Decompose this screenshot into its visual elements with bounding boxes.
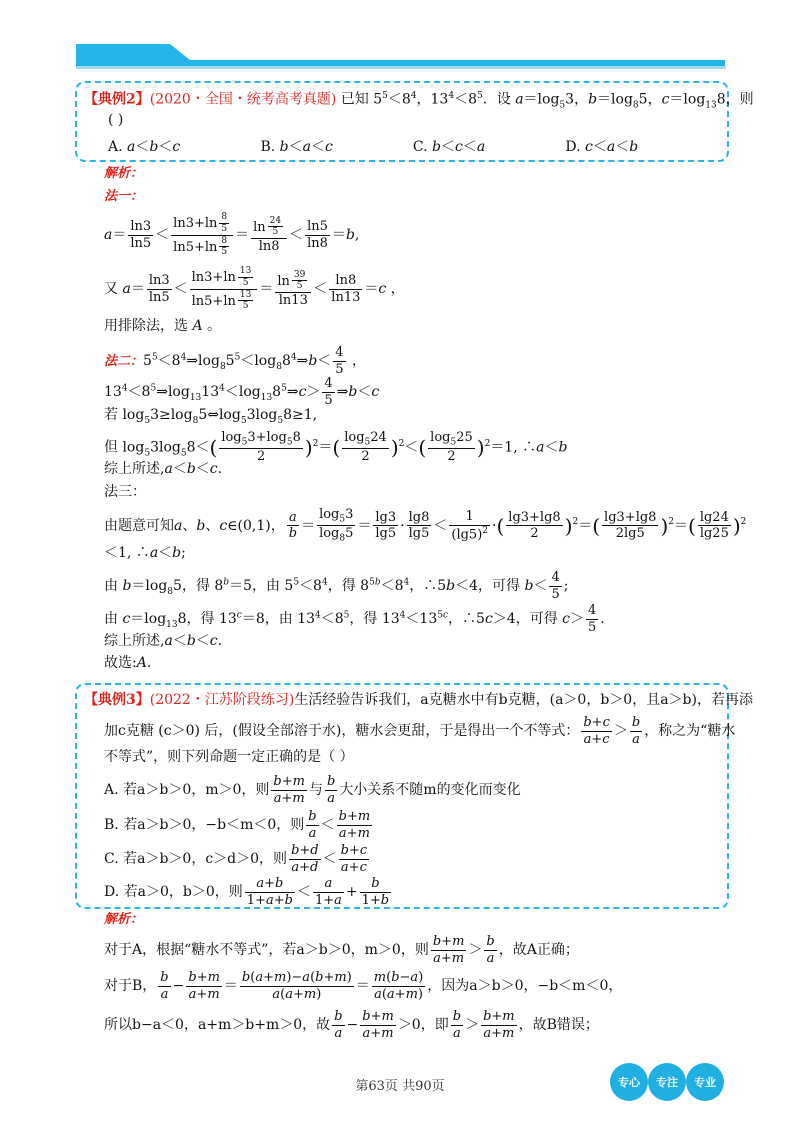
method2-line1: 法二：$5^5<8^4\Rightarrow\log_85^5<\log_88^4\Rightarrow b<$ $\frac{4}{5}$ ，: [104, 345, 367, 377]
example3-stem2: 加c克糖 (c＞0) 后，(假设全部溶于水)，糖水会更甜，于是得出一个不等式： $\frac{b+c}{a+c}$ ＞ $\frac{b}{a}$ ，称之为“糖水: [104, 715, 736, 747]
method1-conclusion: 用排除法，选 A 。: [104, 318, 222, 334]
method2-line4: 但 $\log_53\log_58<$( $\frac{\log_53+\log_58}{2}$ )$^2$＝( $\frac{\log_524}{2}$ )$^2$＜( $\frac{\log_525}{2}$ )$^2$＝1, ∴a＜b: [104, 430, 568, 465]
example2-options: [108, 139, 713, 156]
method3-line4: 由 $c=\log_{13}8$，得 $13^c=8$，由 $13^4<8^5$，得 $13^4<13^{5c}$，∴5c＞4，可得 c＞ $\frac{4}{5}$ .: [104, 603, 605, 635]
example3-option-c: C. 若a＞b＞0，c＞d＞0，则 $\frac{b+d}{a+d}$ ＜ $\frac{b+c}{a+c}$: [104, 843, 368, 875]
method3-line2: ＜1, ∴a＜b;: [104, 545, 186, 561]
option-c: C. b＜c＜a: [412, 139, 486, 155]
solution3-line2: 对于B， $\frac{b}{a}$ − $\frac{b+m}{a+m}$ ＝ $\frac{b(a+m)-a(b+m)}{a(a+m)}$ ＝ $\frac{m(b-a)}{a(a+m)}$ ，因为a＞b＞0，−b＜m＜0，: [104, 970, 623, 1002]
method2-conclusion: 综上所述,a＜b＜c.: [104, 461, 223, 477]
example-source: (2022・江苏阶段练习): [149, 692, 295, 708]
example3-option-b: B. 若a＞b＞0，−b＜m＜0，则 $\frac{b}{a}$ ＜ $\frac{b+m}{a+m}$: [104, 809, 371, 841]
option-a: A. a＜b＜c: [108, 139, 181, 155]
badge-focus-heart: 专心: [610, 1063, 648, 1101]
example3-option-a: A. 若a＞b＞0，m＞0，则 $\frac{b+m}{a+m}$ 与 $\frac{b}{a}$ 大小关系不随m的变化而变化: [104, 774, 521, 806]
method1-line1: a＝ $\frac{\ln 3}{\ln 5}$ ＜ ln3+ln $\frac{8}{5}$ ln5+ln $\frac{8}{5}$ ＝ ln $\frac{24}{5}$ ln8 ＜ $\frac{\ln 5}{\ln 8}$ ＝b,: [104, 212, 360, 258]
method3-label: 法三：: [104, 484, 146, 500]
method3-line3: 由 $b=\log_85$，得 $8^b=5$，由 $5^5<8^4$，得 $8^{5b}<8^4$，∴5b＜4，可得 b＜ $\frac{4}{5}$ ;: [104, 570, 569, 602]
answer-line: 故选:A.: [104, 655, 152, 671]
example3-stem3: 不等式”，则下列命题一定正确的是（ ）: [104, 749, 354, 765]
method1-line2: 又 a＝ $\frac{\ln 3}{\ln 5}$ ＜ ln3+ln $\frac{13}{5}$ ln5+ln $\frac{13}{5}$ ＝ ln $\frac{39}{5}$ ln13 ＜ $\frac{\ln 8}{\ln 13}$ ＝c ，: [104, 266, 405, 312]
header-banner: [0, 0, 800, 80]
example3-stem1: 【典例3】(2022・江苏阶段练习)生活经验告诉我们，a克糖水中有b克糖，(a＞0，b＞0，且a＞b)，若再添: [84, 692, 753, 708]
method3-line1: 由题意可知a、b、c∈(0,1)， $\frac{a}{b}$ ＝ $\frac{\log_53}{\log_85}$ ＝ $\frac{\lg 3}{\lg 5}$ · $\frac{\lg 8}{\lg 5}$ ＜ $\frac{1}{(\lg 5)^2}$ ·( $\frac{\lg 3+\lg 8}{2}$ )$^2$＝( $\frac{\lg 3+\lg 8}{2\lg 5}$ )$^2$＝( $\frac{\lg 24}{\lg 25}$ )$^2$: [104, 507, 747, 544]
method2-line2: $13^4<8^5\Rightarrow\log_{13}13^4<\log_{13}8^5\Rightarrow c>$ $\frac{4}{5}$ ⇒b＜c: [104, 376, 380, 408]
method2-line3: 若 $\log_53\ge\log_85\Leftrightarrow\log_53\log_58\ge 1$,: [104, 407, 318, 426]
example-tag: 【典例3】: [84, 692, 150, 708]
solution3-line1: 对于A，根据“糖水不等式”，若a＞b＞0，m＞0，则 $\frac{b+m}{a+m}$ ＞ $\frac{b}{a}$ ，故A正确；: [104, 934, 579, 966]
method1-label: 法一：: [104, 189, 144, 204]
badge-professional: 专业: [686, 1063, 724, 1101]
solution3-line3: 所以b−a＜0，a+m＞b+m＞0，故 $\frac{b}{a}$ − $\frac{b+m}{a+m}$ ＞0，即 $\frac{b}{a}$ ＞ $\frac{b+m}{a+m}$ ，故B错误；: [104, 1009, 599, 1041]
example2-blank: ( ): [108, 112, 124, 128]
badge-focus: 专注: [648, 1063, 686, 1101]
example-source: (2020・全国・统考高考真题): [149, 91, 337, 108]
option-d: D. c＜a＜b: [565, 139, 639, 155]
example-tag: 【典例2】: [84, 91, 150, 108]
page-footer: 第63页 共90页: [355, 1079, 445, 1094]
solution-label: 解析：: [104, 166, 144, 181]
solution-label: 解析：: [104, 912, 144, 927]
method3-conclusion: 综上所述,a＜b＜c.: [104, 633, 223, 649]
example3-option-d: D. 若a＞0，b＞0，则 $\frac{a+b}{1+a+b}$ ＜ $\frac{a}{1+a}$ + $\frac{b}{1+b}$: [104, 876, 390, 908]
example2-stem: 【典例2】(2020・全国・统考高考真题) 已知 $5^5<8^4$，$13^4<8^5$．设 $a=\log_53$，$b=\log_85$，$c=\log_{13}8$，则: [84, 91, 754, 111]
option-b: B. b＜a＜c: [260, 139, 333, 155]
